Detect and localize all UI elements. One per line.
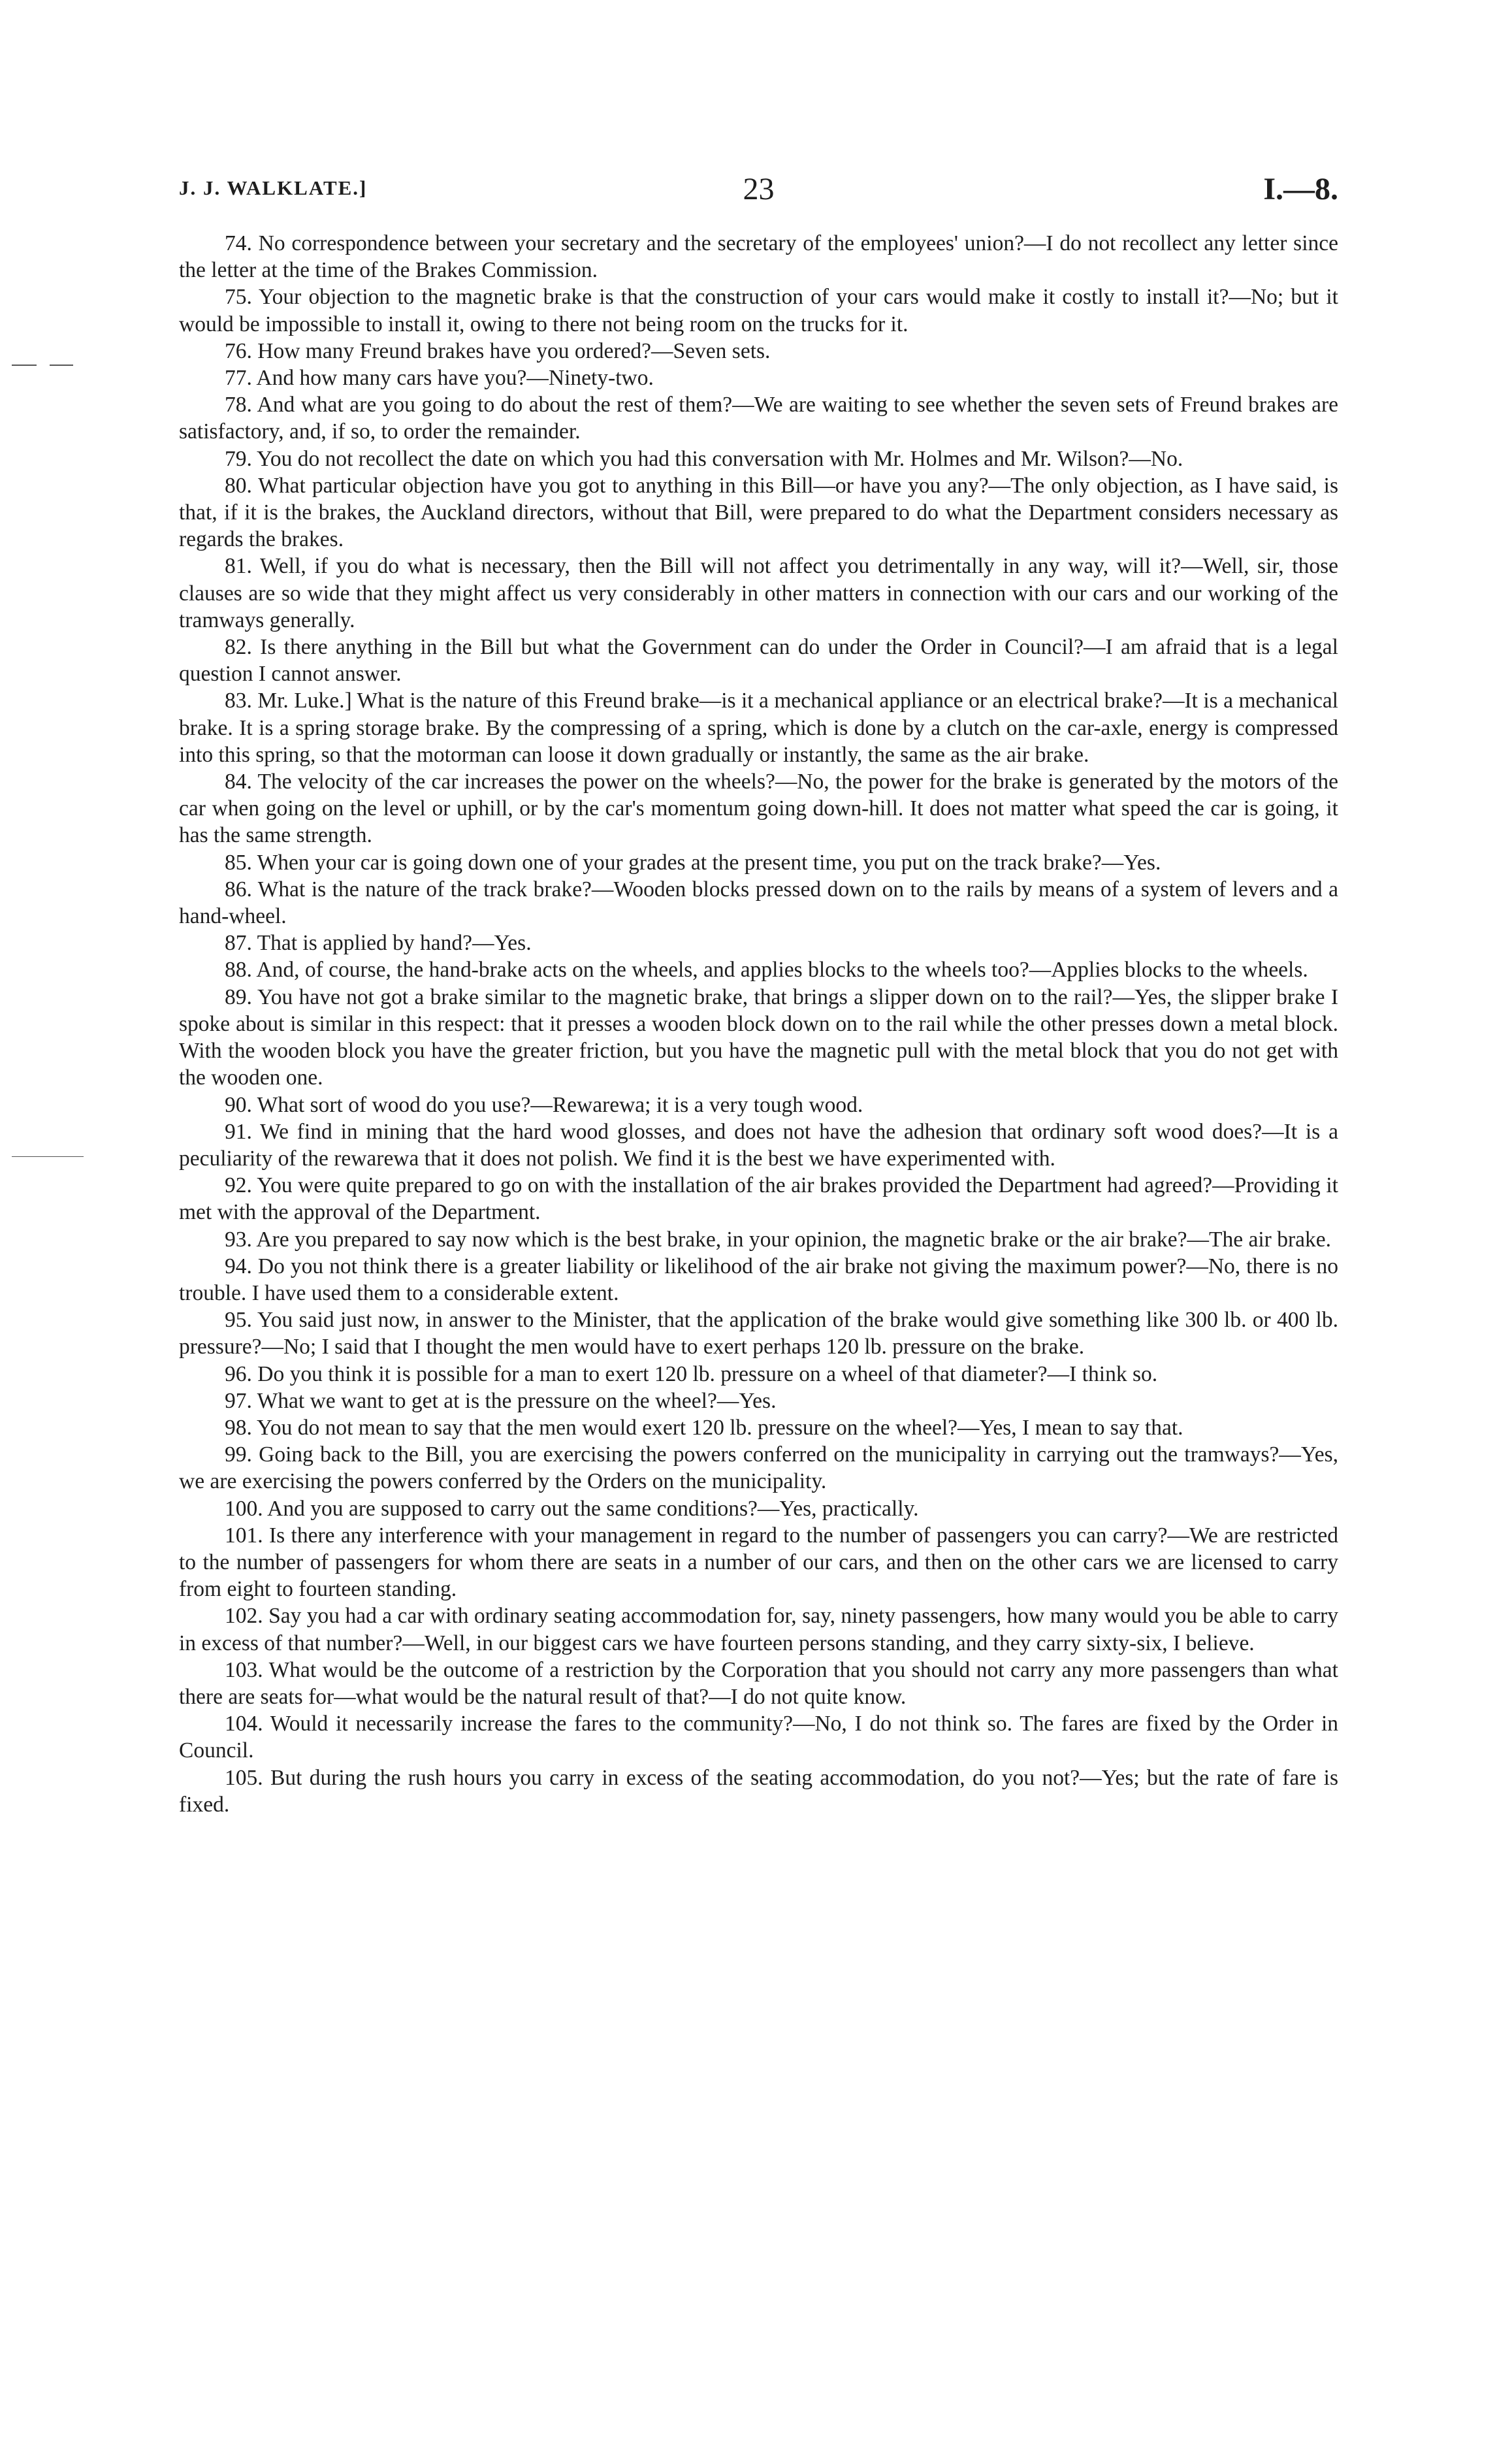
question-82: 82. Is there anything in the Bill but what the Government can do under the Order in Council?—I am afraid that is a legal question I cannot answer. (179, 635, 1338, 687)
margin-mark (12, 365, 37, 366)
question-93: 93. Are you prepared to say now which is the best brake, in your opinion, the magnetic brake or the air brake?—The air brake. (225, 1227, 1331, 1252)
page-header (179, 171, 1338, 217)
question-99: 99. Going back to the Bill, you are exercising the powers conferred on the municipality in carrying out the tramways?—Yes, we are exercising the powers conferred by the Orders on the municipality. (179, 1442, 1338, 1494)
question-103: 103. What would be the outcome of a restriction by the Corporation that you should not carry any more passengers than what there are seats for—what would be the natural result of that?—I do not quite know. (179, 1657, 1338, 1709)
question-75: 75. Your objection to the magnetic brake is that the construction of your cars would make it costly to install it?—No; but it would be impossible to install it, owing to there not being room on the trucks for it. (179, 285, 1338, 336)
question-102: 102. Say you had a car with ordinary seating accommodation for, say, ninety passengers, how many would you be able to carry in excess of that number?—Well, in our biggest cars we have fourteen persons standing, and they carry sixty-six, I believe. (179, 1604, 1338, 1655)
question-94: 94. Do you not think there is a greater liability or likelihood of the air brake not giving the maximum power?—No, there is no trouble. I have used them to a considerable extent. (179, 1254, 1338, 1305)
question-88: 88. And, of course, the hand-brake acts on the wheels, and applies blocks to the wheels too?—Applies blocks to the wheels. (225, 958, 1308, 983)
question-78: 78. And what are you going to do about the rest of them?—We are waiting to see whether the seven sets of Freund brakes are satisfactory, and, if so, to order the remainder. (179, 393, 1338, 444)
question-76: 76. How many Freund brakes have you ordered?—Seven sets. (225, 338, 771, 363)
question-95: 95. You said just now, in answer to the Minister, that the application of the brake would give something like 300 lb. or 400 lb. pressure?—No; I said that I thought the men would have to exert perhaps 120 lb. pressure on the brake. (179, 1308, 1338, 1359)
question-84: 84. The velocity of the car increases the power on the wheels?—No, the power for the brake is generated by the motors of the car when going on the level or uphill, or by the car's momentum going down-hill. It does not matter what speed the car is going, it has the same strength. (179, 770, 1338, 848)
question-97: 97. What we want to get at is the pressure on the wheel?—Yes. (225, 1388, 777, 1413)
question-81: 81. Well, if you do what is necessary, then the Bill will not affect you detrimentally in any way, will it?—Well, sir, those clauses are so wide that they might affect us very considerably in other matters in connection with our cars and our working of the tramways generally. (179, 554, 1338, 632)
question-104: 104. Would it necessarily increase the fares to the community?—No, I do not think so. The fares are fixed by the Order in Council. (179, 1712, 1338, 1763)
testimony-body (179, 230, 1338, 1818)
question-100: 100. And you are supposed to carry out the same conditions?—Yes, practically. (225, 1496, 919, 1521)
question-90: 90. What sort of wood do you use?—Rewarewa; it is a very tough wood. (225, 1092, 863, 1117)
question-89: 89. You have not got a brake similar to the magnetic brake, that brings a slipper down on to the rail?—Yes, the slipper brake I spoke about is similar in this respect: that it presses a wooden block down on to the rail while the other presses down a metal block. With the wooden block you have the greater friction, but you have the magnetic pull with the metal block that you do not get with the wooden one. (179, 984, 1338, 1090)
question-87: 87. That is applied by hand?—Yes. (225, 931, 532, 956)
question-101: 101. Is there any interference with your management in regard to the number of passengers you can carry?—We are restricted to the number of passengers for whom there are seats in a number of our cars, and then on the other cars we are licensed to carry from eight to fourteen standing. (179, 1523, 1338, 1602)
question-74: 74. No correspondence between your secretary and the secretary of the employees' union?—I do not recollect any letter since the letter at the time of the Brakes Commission. (179, 231, 1338, 283)
question-92: 92. You were quite prepared to go on with the installation of the air brakes provided the Department had agreed?—Providing it met with the approval of the Department. (179, 1173, 1338, 1225)
margin-mark (12, 1156, 84, 1157)
page-number: 23 (743, 172, 775, 206)
question-105: 105. But during the rush hours you carry in excess of the seating accommodation, do you not?—Yes; but the rate of fare is fixed. (179, 1765, 1338, 1817)
question-91: 91. We find in mining that the hard wood glosses, and does not have the adhesion that ordinary soft wood does?—It is a peculiarity of the rewarewa that it does not polish. We find it is the best we have experimented with. (179, 1119, 1338, 1171)
question-80: 80. What particular objection have you got to anything in this Bill—or have you any?—The only objection, as I have said, is that, if it is the brakes, the Auckland directors, without that Bill, were prepared to do what the Department considers necessary as regards the brakes. (179, 473, 1338, 552)
question-77: 77. And how many cars have you?—Ninety-two. (225, 366, 654, 391)
question-98: 98. You do not mean to say that the men would exert 120 lb. pressure on the wheel?—Yes, I mean to say that. (225, 1415, 1183, 1440)
witness-name: J. J. WALKLATE.] (179, 176, 368, 199)
question-85: 85. When your car is going down one of your grades at the present time, you put on the track brake?—Yes. (225, 850, 1161, 875)
margin-mark (50, 365, 73, 366)
question-96: 96. Do you think it is possible for a man to exert 120 lb. pressure on a wheel of that diameter?—I think so. (225, 1361, 1158, 1386)
question-79: 79. You do not recollect the date on which you had this conversation with Mr. Holmes and Mr. Wilson?—No. (225, 446, 1183, 471)
question-86: 86. What is the nature of the track brake?—Wooden blocks pressed down on to the rails by means of a system of levers and a hand-wheel. (179, 877, 1338, 929)
paper-reference: I.—8. (1263, 172, 1338, 206)
question-83: 83. Mr. Luke.] What is the nature of this Freund brake—is it a mechanical appliance or an electrical brake?—It is a mechanical brake. It is a spring storage brake. By the compressing of a spring, which is done by a clutch on the car-axle, energy is compressed into this spring, so that the motorman can loose it down gradually or instantly, the same as the air brake. (179, 689, 1338, 767)
